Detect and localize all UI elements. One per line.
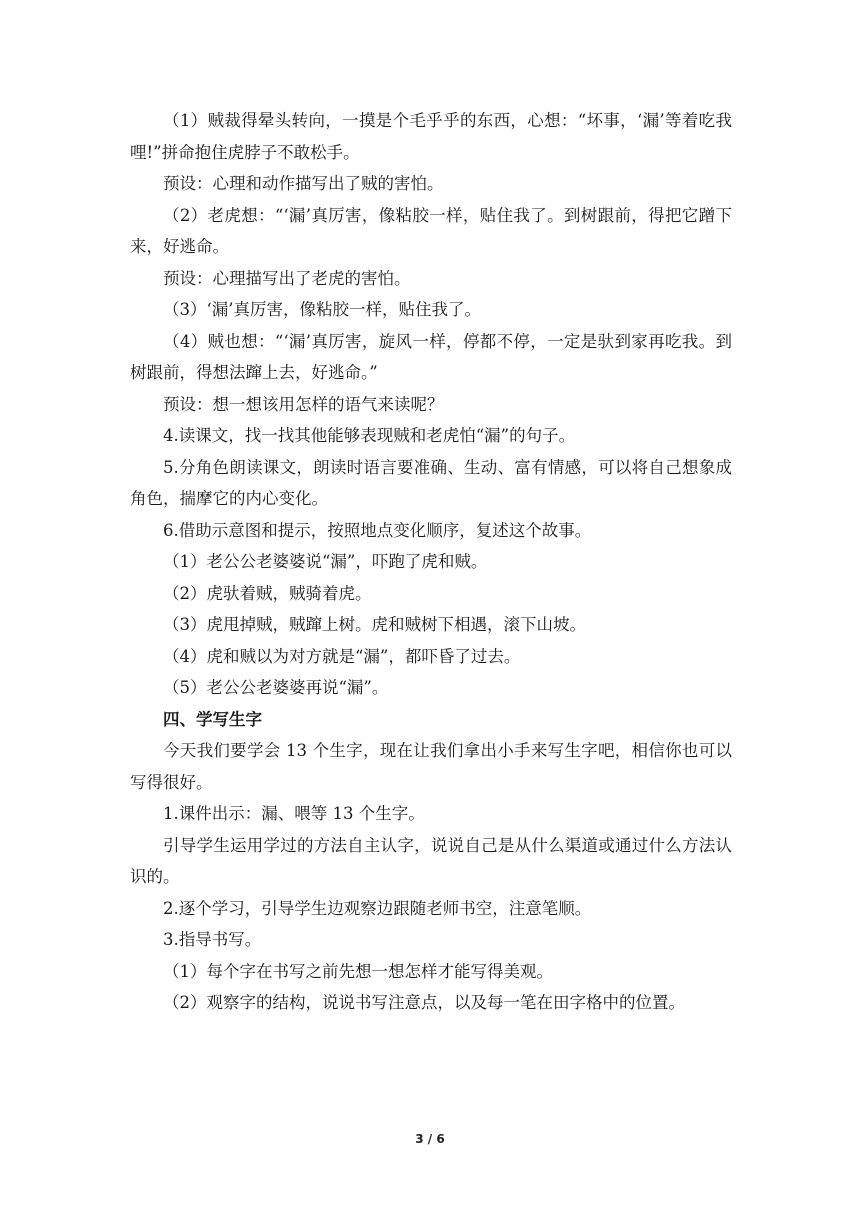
paragraph: （4）虎和贼以为对方就是“漏”，都吓昏了过去。 xyxy=(163,646,521,666)
paragraph: （1）老公公老婆婆说“漏”，吓跑了虎和贼。 xyxy=(163,552,488,571)
paragraph: 引导学生运用学过的方法自主认字，说说自己是从什么渠道或通过什么方法认识的。 xyxy=(130,835,732,886)
paragraph: 5.分角色朗读课文，朗读时语言要准确、生动、富有情感，可以将自己想象成角色，揣摩它的内心变化。 xyxy=(130,457,732,508)
paragraph: （2）虎驮着贼，贼骑着虎。 xyxy=(163,583,372,603)
paragraph: （3）‘漏’真厉害，像粘胶一样，贴住我了。 xyxy=(163,300,481,319)
paragraph: （4）贼也想：“‘漏’真厉害，旋风一样，停都不停，一定是驮到家再吃我。到树跟前，得想法蹿上去，好逃命。” xyxy=(130,331,732,382)
paragraph: （2）观察字的结构，说说书写注意点，以及每一笔在田字格中的位置。 xyxy=(163,993,685,1012)
paragraph: （5）老公公老婆婆再说“漏”。 xyxy=(163,678,389,697)
paragraph: 今天我们要学会 13 个生字，现在让我们拿出小手来写生字吧，相信你也可以写得很好。 xyxy=(130,741,732,792)
document-body xyxy=(130,105,732,1019)
paragraph: 预设：想一想该用怎样的语气来读呢？ xyxy=(163,394,444,414)
paragraph: 预设：心理描写出了老虎的害怕。 xyxy=(163,268,411,288)
paragraph: 预设：心理和动作描写出了贼的害怕。 xyxy=(163,174,444,193)
paragraph: （1）贼裁得晕头转向，一摸是个毛乎乎的东西，心想：“坏事，‘漏’等着吃我哩!”拼命抱住虎脖子不敢松手。 xyxy=(130,111,732,162)
paragraph: 4.读课文，找一找其他能够表现贼和老虎怕“漏”的句子。 xyxy=(163,426,576,445)
page-number: 3 / 6 xyxy=(415,1132,445,1146)
paragraph: （2）老虎想：“‘漏’真厉害，像粘胶一样，贴住我了。到树跟前，得把它蹭下来，好逃命。 xyxy=(130,205,732,256)
paragraph: 6.借助示意图和提示，按照地点变化顺序，复述这个故事。 xyxy=(163,520,592,540)
paragraph: 1.课件出示：漏、喂等 13 个生字。 xyxy=(163,804,425,823)
paragraph: （3）虎甩掉贼，贼蹿上树。虎和贼树下相遇，滚下山坡。 xyxy=(163,615,586,634)
paragraph: （1）每个字在书写之前先想一想怎样才能写得美观。 xyxy=(163,961,553,981)
paragraph: 2.逐个学习，引导学生边观察边跟随老师书空，注意笔顺。 xyxy=(163,898,592,918)
section-heading: 四、学写生字 xyxy=(163,709,262,729)
paragraph: 3.指导书写。 xyxy=(163,930,262,949)
